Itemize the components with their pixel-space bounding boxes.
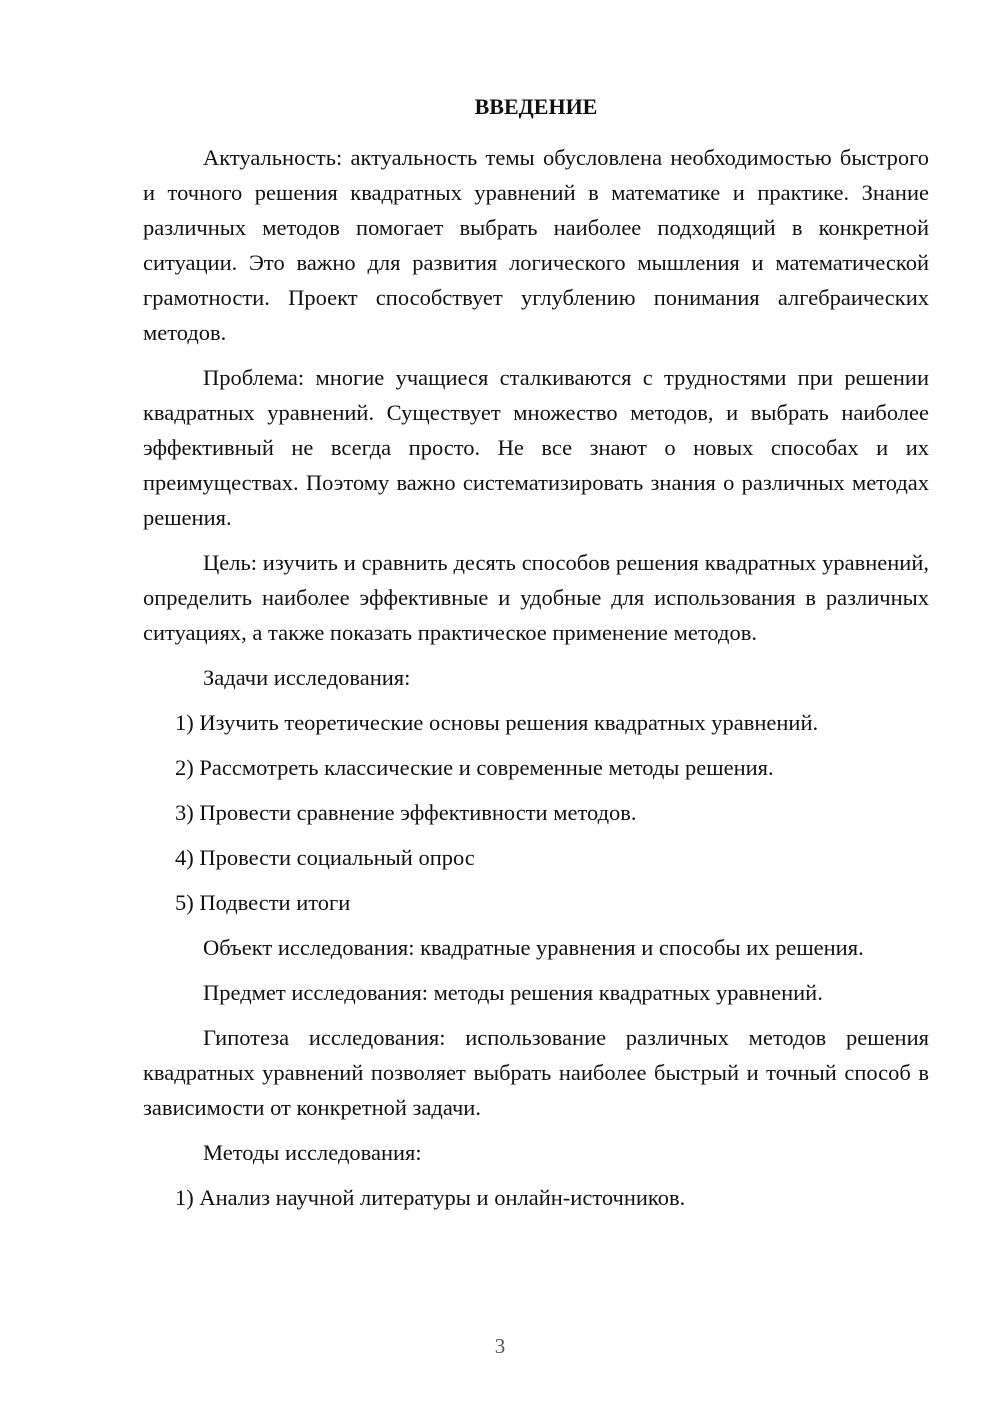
subject-paragraph: Предмет исследования: методы решения квадратных уравнений. [203, 980, 823, 1005]
task-item: 5) Подвести итоги [175, 890, 351, 915]
object-paragraph: Объект исследования: квадратные уравнения и способы их решения. [203, 935, 864, 960]
task-item: 3) Провести сравнение эффективности методов. [175, 800, 637, 825]
goal-paragraph: Цель: изучить и сравнить десять способов решения квадратных уравнений, определить наиболее эффективные и удобные для использования в различных ситуациях, а также показать практическое применение методов. [143, 550, 929, 645]
task-item: 2) Рассмотреть классические и современные методы решения. [175, 755, 774, 780]
task-item: 4) Провести социальный опрос [175, 845, 475, 870]
problem-paragraph: Проблема: многие учащиеся сталкиваются с трудностями при решении квадратных уравнений. Существует множество методов, и выбрать наиболее эффективный не всегда просто. Не все знают о новых способах и их преимуществах. Поэтому важно систематизировать знания о различных методах решения. [143, 365, 929, 530]
page-content [143, 92, 929, 1225]
page-number: 3 [494, 1334, 506, 1358]
page-title: ВВЕДЕНИЕ [474, 94, 598, 119]
hypothesis-paragraph: Гипотеза исследования: использование различных методов решения квадратных уравнений позволяет выбрать наиболее быстрый и точный способ в зависимости от конкретной задачи. [143, 1025, 929, 1120]
tasks-heading: Задачи исследования: [203, 665, 411, 690]
task-item: 1) Изучить теоретические основы решения квадратных уравнений. [175, 710, 819, 735]
method-item: 1) Анализ научной литературы и онлайн-источников. [175, 1185, 686, 1210]
methods-heading: Методы исследования: [203, 1140, 422, 1165]
relevance-paragraph: Актуальность: актуальность темы обусловлена необходимостью быстрого и точного решения квадратных уравнений в математике и практике. Знание различных методов помогает выбрать наиболее подходящий в конкретной ситуации. Это важно для развития логического мышления и математической грамотности. Проект способствует углублению понимания алгебраических методов. [143, 145, 929, 345]
